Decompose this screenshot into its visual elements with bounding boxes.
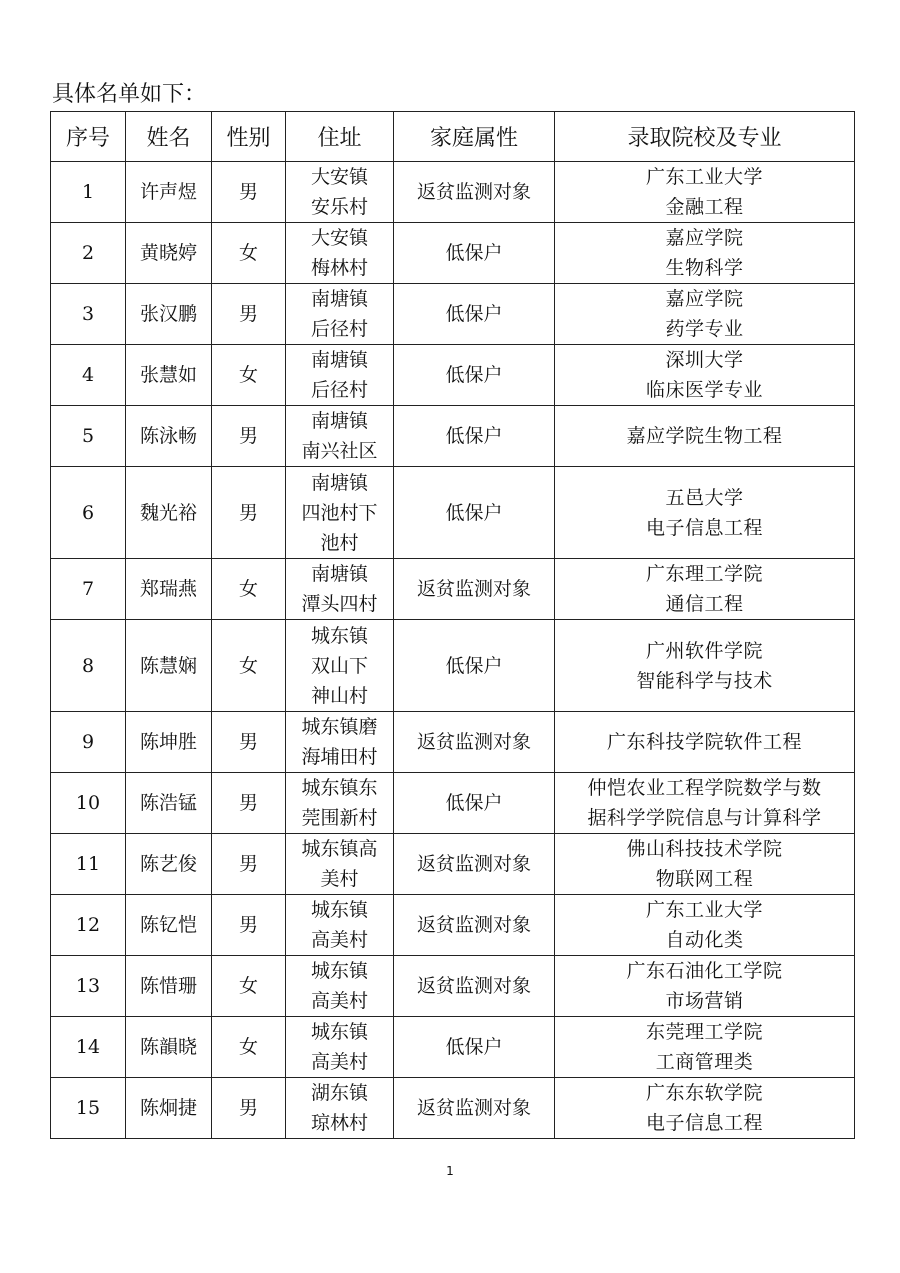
address-line: 池村 xyxy=(320,531,359,554)
intro-text: 具体名单如下： xyxy=(52,82,207,107)
cell-address xyxy=(286,1017,394,1078)
header-address: 住址 xyxy=(286,112,394,162)
cell-number: 5 xyxy=(51,406,126,467)
cell-number: 7 xyxy=(51,559,126,620)
cell-number: 1 xyxy=(51,162,126,223)
cell-address xyxy=(286,406,394,467)
roster-table xyxy=(50,111,855,1139)
cell-name: 魏光裕 xyxy=(126,467,212,559)
admission-line: 通信工程 xyxy=(665,593,744,615)
cell-number: 6 xyxy=(51,467,126,559)
cell-gender: 男 xyxy=(212,162,286,223)
cell-address xyxy=(286,773,394,834)
cell-name: 陈泳畅 xyxy=(126,406,212,467)
cell-gender: 女 xyxy=(212,1017,286,1078)
admission-line: 广东科技学院软件工程 xyxy=(606,731,802,753)
admission-line: 嘉应学院 xyxy=(665,288,744,310)
table-row xyxy=(51,1078,855,1139)
address-line: 潭头四村 xyxy=(301,593,378,615)
page-number: 1 xyxy=(446,1164,454,1178)
address-line: 安乐村 xyxy=(310,196,368,218)
table-row xyxy=(51,620,855,712)
admission-line: 广东工业大学 xyxy=(645,166,763,188)
table-row xyxy=(51,467,855,559)
table-row xyxy=(51,284,855,345)
cell-number: 2 xyxy=(51,223,126,284)
table-row xyxy=(51,345,855,406)
header-family-attribute: 家庭属性 xyxy=(394,112,555,162)
cell-family-attribute: 返贫监测对象 xyxy=(394,559,555,620)
address-line: 高美村 xyxy=(310,1051,368,1073)
cell-family-attribute: 返贫监测对象 xyxy=(394,956,555,1017)
address-line: 高美村 xyxy=(310,990,368,1012)
admission-line: 电子信息工程 xyxy=(645,516,763,539)
cell-address xyxy=(286,559,394,620)
cell-gender: 男 xyxy=(212,895,286,956)
cell-name: 陈艺俊 xyxy=(126,834,212,895)
cell-gender: 男 xyxy=(212,773,286,834)
cell-family-attribute: 低保户 xyxy=(394,1017,555,1078)
cell-address xyxy=(286,284,394,345)
admission-line: 广州软件学院 xyxy=(645,639,763,662)
cell-admission xyxy=(555,223,855,284)
admission-line: 物联网工程 xyxy=(655,868,754,890)
cell-gender: 女 xyxy=(212,620,286,712)
admission-line: 广东工业大学 xyxy=(645,899,763,921)
cell-family-attribute: 低保户 xyxy=(394,620,555,712)
address-line: 城东镇 xyxy=(310,624,368,647)
cell-name: 陈慧娴 xyxy=(126,620,212,712)
cell-admission xyxy=(555,559,855,620)
cell-number: 14 xyxy=(51,1017,126,1078)
address-line: 城东镇 xyxy=(310,1021,368,1043)
admission-line: 佛山科技技术学院 xyxy=(626,838,783,860)
admission-line: 市场营销 xyxy=(665,990,744,1012)
cell-name: 许声煜 xyxy=(126,162,212,223)
admission-line: 智能科学与技术 xyxy=(636,669,773,692)
admission-line: 金融工程 xyxy=(665,196,744,218)
admission-line: 仲恺农业工程学院数学与数 xyxy=(587,777,822,799)
cell-family-attribute: 低保户 xyxy=(394,284,555,345)
address-line: 海埔田村 xyxy=(301,746,378,768)
address-line: 莞围新村 xyxy=(301,807,378,829)
address-line: 高美村 xyxy=(310,929,368,951)
address-line: 南塘镇 xyxy=(310,288,368,310)
cell-admission xyxy=(555,620,855,712)
cell-name: 陈炯捷 xyxy=(126,1078,212,1139)
address-line: 城东镇东 xyxy=(301,777,378,799)
admission-line: 据科学学院信息与计算科学 xyxy=(587,807,822,829)
address-line: 湖东镇 xyxy=(310,1082,368,1104)
cell-family-attribute: 低保户 xyxy=(394,773,555,834)
cell-admission xyxy=(555,162,855,223)
cell-gender: 男 xyxy=(212,712,286,773)
address-line: 城东镇 xyxy=(310,960,368,982)
cell-family-attribute: 低保户 xyxy=(394,223,555,284)
address-line: 南兴社区 xyxy=(301,440,378,462)
cell-admission xyxy=(555,1078,855,1139)
cell-admission xyxy=(555,834,855,895)
cell-number: 13 xyxy=(51,956,126,1017)
admission-line: 自动化类 xyxy=(665,929,744,951)
address-line: 南塘镇 xyxy=(310,349,368,371)
admission-line: 东莞理工学院 xyxy=(645,1021,763,1043)
cell-admission xyxy=(555,956,855,1017)
cell-number: 10 xyxy=(51,773,126,834)
table-row xyxy=(51,895,855,956)
cell-gender: 女 xyxy=(212,345,286,406)
address-line: 后径村 xyxy=(310,379,368,401)
header-name: 姓名 xyxy=(126,112,212,162)
header-no: 序号 xyxy=(51,112,126,162)
cell-family-attribute: 返贫监测对象 xyxy=(394,1078,555,1139)
table-row xyxy=(51,773,855,834)
cell-address xyxy=(286,467,394,559)
cell-address xyxy=(286,620,394,712)
cell-number: 9 xyxy=(51,712,126,773)
cell-gender: 男 xyxy=(212,406,286,467)
cell-gender: 女 xyxy=(212,223,286,284)
cell-family-attribute: 返贫监测对象 xyxy=(394,162,555,223)
table-row xyxy=(51,834,855,895)
cell-admission xyxy=(555,467,855,559)
table-row xyxy=(51,1017,855,1078)
cell-number: 8 xyxy=(51,620,126,712)
table-row xyxy=(51,712,855,773)
cell-number: 11 xyxy=(51,834,126,895)
cell-admission xyxy=(555,284,855,345)
address-line: 美村 xyxy=(320,868,359,890)
cell-name: 黄晓婷 xyxy=(126,223,212,284)
admission-line: 工商管理类 xyxy=(655,1051,754,1073)
admission-line: 五邑大学 xyxy=(665,486,744,509)
address-line: 南塘镇 xyxy=(310,563,368,585)
cell-name: 张慧如 xyxy=(126,345,212,406)
cell-gender: 女 xyxy=(212,956,286,1017)
address-line: 后径村 xyxy=(310,318,368,340)
cell-admission xyxy=(555,895,855,956)
cell-name: 陈韻晓 xyxy=(126,1017,212,1078)
cell-address xyxy=(286,162,394,223)
admission-line: 嘉应学院生物工程 xyxy=(626,425,783,447)
admission-line: 广东东软学院 xyxy=(645,1082,763,1104)
cell-family-attribute: 低保户 xyxy=(394,406,555,467)
cell-address xyxy=(286,1078,394,1139)
address-line: 大安镇 xyxy=(310,227,368,249)
cell-address xyxy=(286,895,394,956)
cell-name: 郑瑞燕 xyxy=(126,559,212,620)
cell-admission xyxy=(555,406,855,467)
admission-line: 嘉应学院 xyxy=(665,227,744,249)
address-line: 南塘镇 xyxy=(310,471,368,494)
address-line: 南塘镇 xyxy=(310,410,368,432)
cell-number: 12 xyxy=(51,895,126,956)
cell-address xyxy=(286,834,394,895)
cell-address xyxy=(286,345,394,406)
cell-name: 陈坤胜 xyxy=(126,712,212,773)
cell-address xyxy=(286,956,394,1017)
cell-gender: 男 xyxy=(212,834,286,895)
address-line: 梅林村 xyxy=(310,257,368,279)
cell-family-attribute: 返贫监测对象 xyxy=(394,712,555,773)
table-row xyxy=(51,559,855,620)
cell-admission xyxy=(555,712,855,773)
cell-admission xyxy=(555,345,855,406)
address-line: 琼林村 xyxy=(310,1112,368,1134)
cell-family-attribute: 低保户 xyxy=(394,345,555,406)
admission-line: 广东石油化工学院 xyxy=(626,960,783,982)
cell-name: 陈惜珊 xyxy=(126,956,212,1017)
cell-gender: 男 xyxy=(212,284,286,345)
cell-number: 4 xyxy=(51,345,126,406)
table-row xyxy=(51,406,855,467)
admission-line: 电子信息工程 xyxy=(645,1112,763,1134)
table-row xyxy=(51,162,855,223)
address-line: 城东镇高 xyxy=(301,838,378,860)
cell-gender: 男 xyxy=(212,467,286,559)
table-row xyxy=(51,223,855,284)
table-row xyxy=(51,956,855,1017)
cell-name: 张汉鹏 xyxy=(126,284,212,345)
roster-body xyxy=(51,162,855,1139)
header-row xyxy=(51,112,855,162)
cell-admission xyxy=(555,1017,855,1078)
admission-line: 广东理工学院 xyxy=(645,563,763,585)
admission-line: 深圳大学 xyxy=(665,349,744,371)
cell-gender: 男 xyxy=(212,1078,286,1139)
cell-name: 陈钇恺 xyxy=(126,895,212,956)
address-line: 神山村 xyxy=(310,684,368,707)
admission-line: 药学专业 xyxy=(665,318,744,340)
cell-family-attribute: 低保户 xyxy=(394,467,555,559)
cell-address xyxy=(286,712,394,773)
address-line: 城东镇 xyxy=(310,899,368,921)
address-line: 四池村下 xyxy=(301,501,378,524)
admission-line: 临床医学专业 xyxy=(645,379,763,401)
cell-name: 陈浩锰 xyxy=(126,773,212,834)
cell-number: 3 xyxy=(51,284,126,345)
cell-gender: 女 xyxy=(212,559,286,620)
address-line: 双山下 xyxy=(310,654,368,677)
header-admission: 录取院校及专业 xyxy=(555,112,855,162)
header-gender: 性别 xyxy=(212,112,286,162)
cell-address xyxy=(286,223,394,284)
admission-line: 生物科学 xyxy=(665,257,744,279)
cell-family-attribute: 返贫监测对象 xyxy=(394,834,555,895)
cell-admission xyxy=(555,773,855,834)
cell-number: 15 xyxy=(51,1078,126,1139)
address-line: 大安镇 xyxy=(310,166,368,188)
cell-family-attribute: 返贫监测对象 xyxy=(394,895,555,956)
address-line: 城东镇磨 xyxy=(301,716,378,738)
